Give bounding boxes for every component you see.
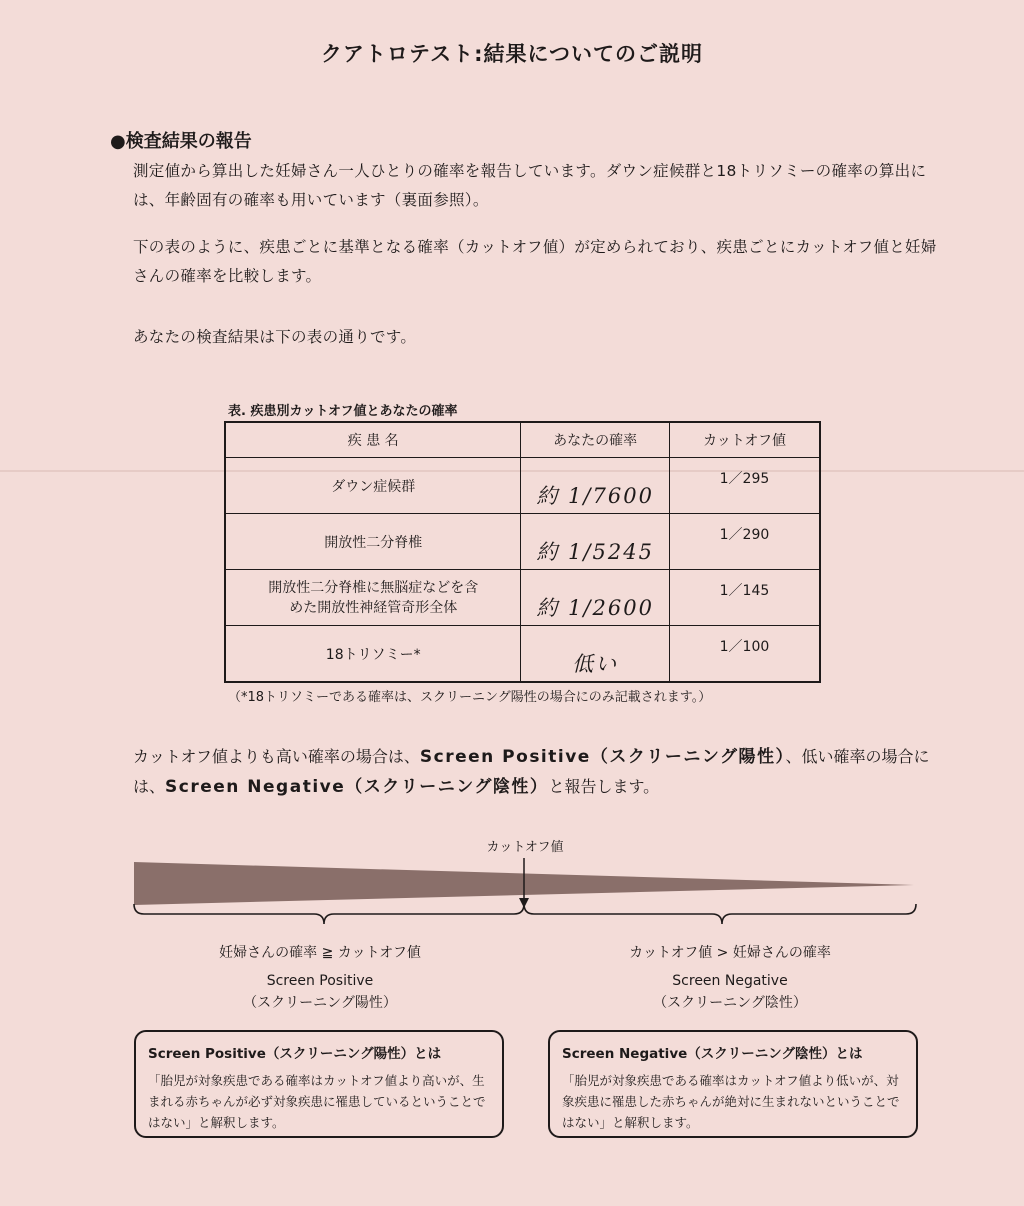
screen-positive-term: Screen Positive（スクリーニング陽性） bbox=[419, 747, 786, 767]
screen-positive-info-box bbox=[134, 1030, 504, 1138]
table-header-row bbox=[225, 422, 820, 458]
table-row bbox=[225, 514, 820, 570]
positive-box-body: 「胎児が対象疾患である確率はカットオフ値より高いが、生まれる赤ちゃんが必ず対象疾患に罹患しているということではない」と解釈します。 bbox=[148, 1073, 486, 1130]
result-intro-paragraph: あなたの検査結果は下の表の通りです。 bbox=[133, 328, 417, 346]
cutoff-label: カットオフ値 bbox=[486, 840, 564, 855]
table-footnote: （*18トリソミーである確率は、スクリーニング陽性の場合にのみ記載されます。） bbox=[228, 690, 712, 705]
comparison-paragraph: 下の表のように、疾患ごとに基準となる確率（カットオフ値）が定められており、疾患ごとにカットオフ値と妊婦さんの確率を比較します。 bbox=[133, 238, 937, 285]
positive-result-label: Screen Positive bbox=[266, 973, 374, 989]
screen-negative-info-box bbox=[548, 1030, 918, 1138]
cutoff-value: 1／290 bbox=[669, 514, 820, 570]
page-title: クアトロテスト:結果についてのご説明 bbox=[320, 42, 704, 66]
header-cutoff: カットオフ値 bbox=[669, 422, 820, 458]
disease-name: 18トリソミー* bbox=[225, 626, 521, 683]
intro-paragraph: 測定値から算出した妊婦さん一人ひとりの確率を報告しています。ダウン症候群と18トリソミーの確率の算出には、年齢固有の確率も用いています（裏面参照）。 bbox=[133, 162, 927, 209]
table-row bbox=[225, 626, 820, 683]
negative-box-body: 「胎児が対象疾患である確率はカットオフ値より低いが、対象疾患に罹患した赤ちゃんが絶対に生まれないということではない」と解釈します。 bbox=[562, 1073, 900, 1130]
screen-result-explanation: カットオフ値よりも高い確率の場合は、Screen Positive（スクリーニング陽性）、低い確率の場合には、Screen Negative（スクリーニング陰性）と報告します。 bbox=[133, 747, 930, 797]
cutoff-value: 1／100 bbox=[669, 626, 820, 683]
handwritten-probability: 約 1/5245 bbox=[521, 514, 670, 570]
probability-scale-diagram bbox=[0, 852, 1024, 932]
screen-negative-term: Screen Negative（スクリーニング陰性） bbox=[165, 777, 549, 797]
cutoff-value: 1／145 bbox=[669, 570, 820, 626]
header-your-probability: あなたの確率 bbox=[521, 422, 670, 458]
negative-result-jp: （スクリーニング陰性） bbox=[653, 995, 807, 1011]
positive-range-brace bbox=[134, 904, 524, 924]
negative-condition: カットオフ値 > 妊婦さんの確率 bbox=[629, 945, 831, 961]
disease-name: 開放性二分脊椎に無脳症などを含めた開放性神経管奇形全体 bbox=[225, 570, 521, 626]
section-heading: ●検査結果の報告 bbox=[110, 131, 252, 152]
table-caption: 表. 疾患別カットオフ値とあなたの確率 bbox=[228, 404, 458, 419]
disease-name: 開放性二分脊椎 bbox=[225, 514, 521, 570]
header-disease: 疾 患 名 bbox=[225, 422, 521, 458]
handwritten-probability: 低い bbox=[521, 626, 670, 683]
table-row bbox=[225, 570, 820, 626]
results-table bbox=[224, 421, 821, 683]
cutoff-value: 1／295 bbox=[669, 458, 820, 514]
negative-range-brace bbox=[524, 904, 916, 924]
positive-result-jp: （スクリーニング陽性） bbox=[243, 995, 397, 1011]
table-row bbox=[225, 458, 820, 514]
handwritten-probability: 約 1/2600 bbox=[521, 570, 670, 626]
negative-result-label: Screen Negative bbox=[672, 973, 788, 989]
positive-box-title: Screen Positive（スクリーニング陽性）とは bbox=[148, 1046, 442, 1062]
handwritten-probability: 約 1/7600 bbox=[521, 458, 670, 514]
disease-name: ダウン症候群 bbox=[225, 458, 521, 514]
positive-condition: 妊婦さんの確率 ≧ カットオフ値 bbox=[219, 945, 421, 961]
negative-box-title: Screen Negative（スクリーニング陰性）とは bbox=[562, 1046, 863, 1062]
